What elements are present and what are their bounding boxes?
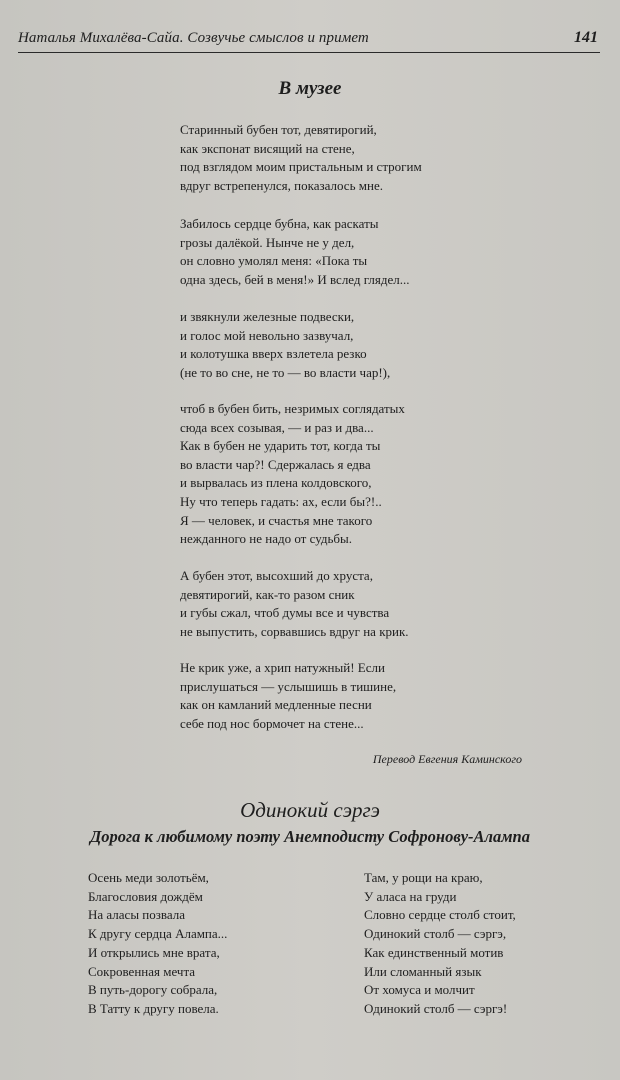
poem-line: Ну что теперь гадать: ах, если бы?!..	[180, 493, 382, 509]
poem-line: Одинокий столб — сэргэ!	[364, 1000, 508, 1016]
translator-credit: Перевод Евгения Каминского	[372, 752, 522, 766]
stanza-2	[180, 215, 410, 289]
poem-line: Забилось сердце бубна, как раскаты	[180, 216, 379, 231]
poem-line: вдруг встрепенулся, показалось мне.	[180, 177, 383, 193]
poem2-subtitle: Дорога к любимому поэту Анемподисту Софронову-Алампа	[90, 827, 530, 846]
poem-line: прислушаться — услышишь в тишине,	[180, 678, 397, 694]
stanza-4	[180, 400, 405, 549]
poem-line: как он камланий медленные песни	[180, 697, 372, 713]
poem-line: Благословия дождём	[88, 888, 203, 904]
poem-line: чтоб в бубен бить, незримых соглядатых	[180, 401, 405, 416]
poem-line: Там, у рощи на краю,	[364, 870, 483, 885]
poem-line: сюда всех созывая, — и раз и два...	[180, 419, 374, 435]
poem-line: Как единственный мотив	[364, 944, 504, 960]
poem-line: Я — человек, и счастья мне такого	[180, 512, 373, 528]
header-title: Наталья Михалёва-Сайа. Созвучье смыслов и примет	[18, 30, 369, 46]
poem-line: и вырвалась из плена колдовского,	[180, 475, 372, 491]
poem-line: Старинный бубен тот, девятирогий,	[180, 122, 377, 137]
stanza-3	[180, 308, 390, 382]
poem-line: В путь-дорогу собрала,	[88, 982, 218, 998]
stanza-6	[180, 659, 396, 733]
poem-line: он словно умолял меня: «Пока ты	[180, 253, 368, 269]
poem-line: На аласы позвала	[88, 907, 186, 923]
poem-line: А бубен этот, высохший до хруста,	[180, 568, 373, 583]
poem-line: Сокровенная мечта	[88, 963, 196, 979]
poem-line: Или сломанный язык	[364, 963, 482, 979]
poem-line: девятирогий, как-то разом сник	[180, 586, 355, 602]
poem-line: одна здесь, бей в меня!» И вслед глядел...	[180, 271, 410, 287]
poem-line: и колотушка вверх взлетела резко	[180, 346, 367, 362]
poem-line: Словно сердце столб стоит,	[364, 907, 516, 923]
stanza-5	[180, 567, 409, 641]
poem-line: и губы сжал, чтоб думы все и чувства	[180, 605, 390, 621]
poem-line: (не то во сне, не то — во власти чар!),	[180, 364, 391, 380]
poem-line: нежданного не надо от судьбы.	[180, 531, 353, 547]
poem-line: К другу сердца Алампа...	[88, 926, 228, 942]
poem2-title: Одинокий сэргэ	[240, 798, 380, 822]
poem-line: во власти чар?! Сдержалась я едва	[180, 456, 371, 472]
poem-line: Не крик уже, а хрип натужный! Если	[180, 660, 385, 675]
poem-title: В музее	[278, 78, 342, 99]
running-header	[18, 30, 600, 53]
poem-line: грозы далёкой. Нынче не у дел,	[180, 234, 355, 250]
poem-line: себе под нос бормочет на стене...	[180, 715, 364, 731]
poem-line: И открылись мне врата,	[88, 944, 220, 960]
poem-line: Осень меди золотьём,	[88, 870, 209, 885]
poem-line: не выпустить, сорвавшись вдруг на крик.	[180, 623, 409, 639]
poem-line: и голос мой невольно зазвучал,	[180, 327, 354, 343]
poem-line: У аласа на груди	[364, 888, 457, 904]
poem-line: как экспонат висящий на стене,	[180, 140, 355, 156]
page-number: 141	[574, 29, 598, 46]
poem-line: Как в бубен не ударить тот, когда ты	[180, 438, 381, 454]
poem2-right-column	[364, 869, 516, 1019]
poem-line: Одинокий столб — сэргэ,	[364, 926, 507, 942]
poem-line: и звякнули железные подвески,	[180, 309, 355, 324]
poem-line: В Татту к другу повела.	[88, 1000, 219, 1016]
poem2-left-column	[88, 869, 227, 1019]
stanza-1	[180, 121, 422, 195]
poem-line: под взглядом моим пристальным и строгим	[180, 159, 422, 175]
poem-line: От хомуса и молчит	[364, 982, 475, 998]
